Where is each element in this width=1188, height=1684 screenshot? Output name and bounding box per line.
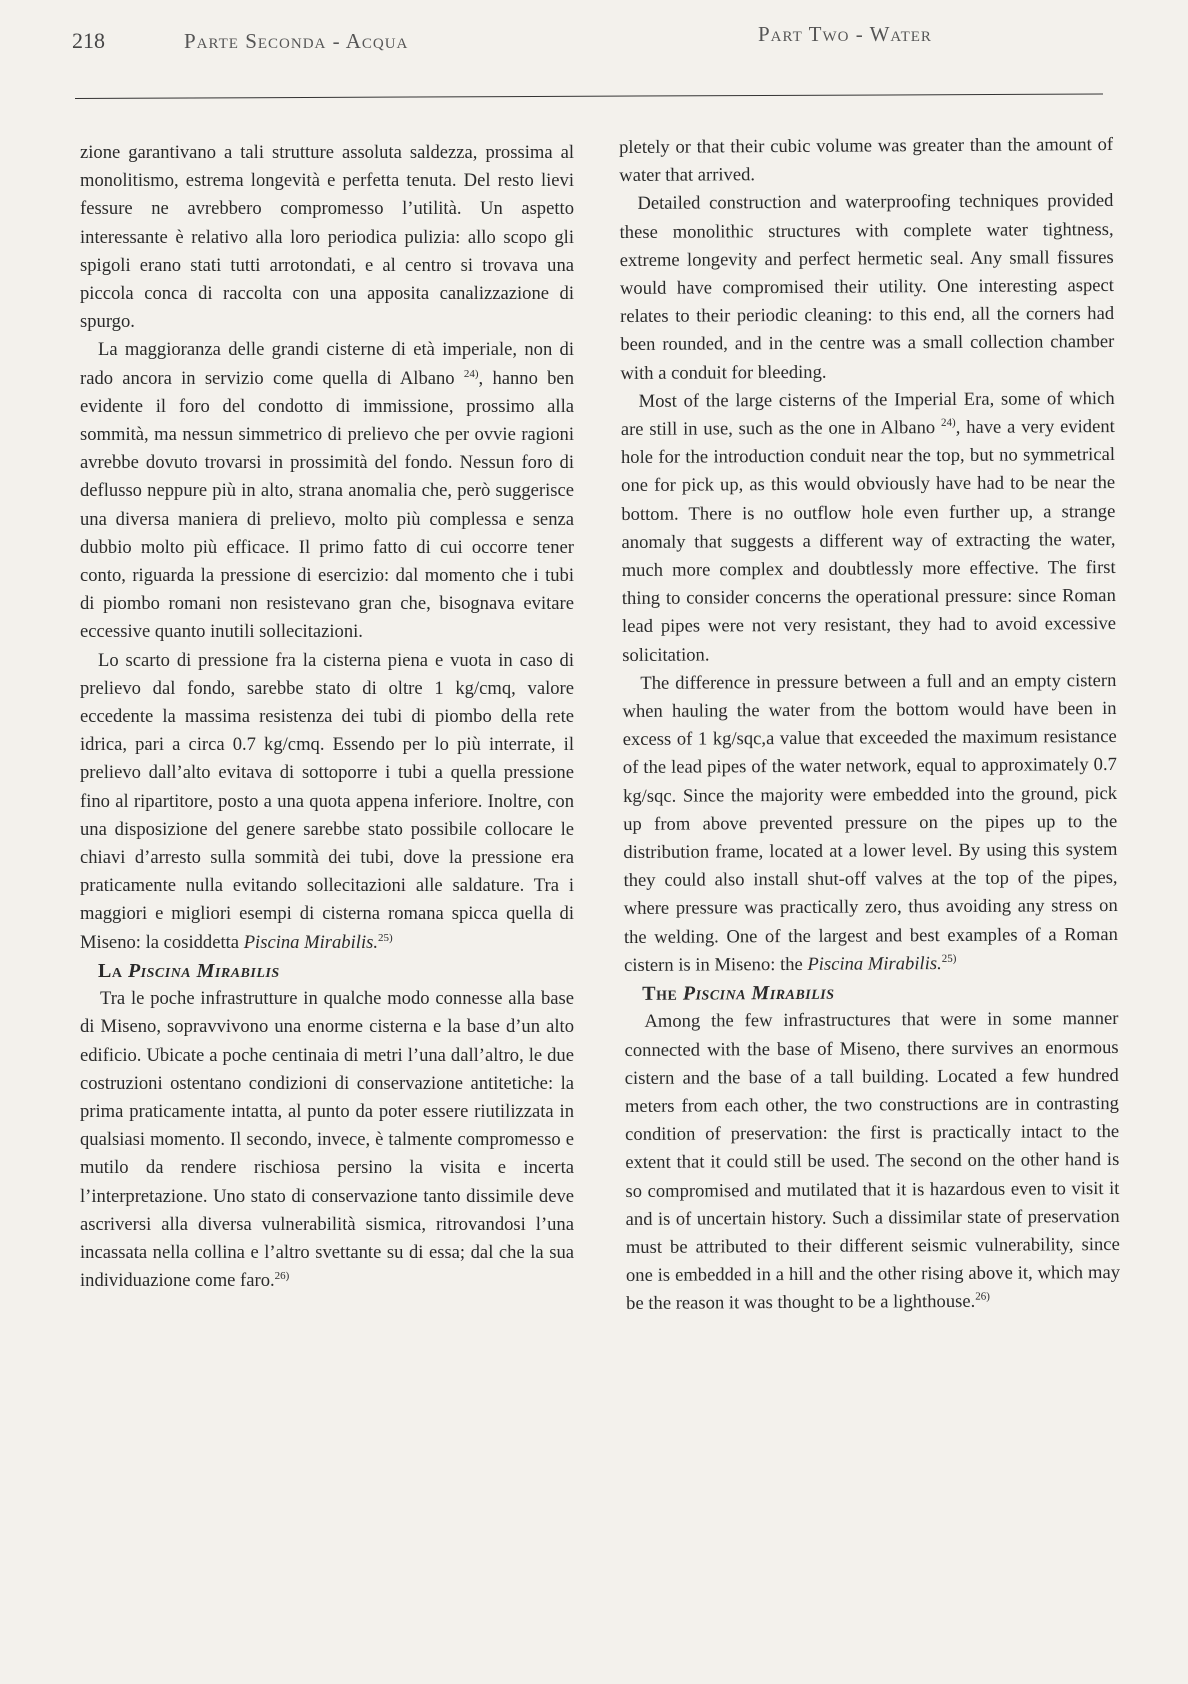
paragraph	[80, 336, 574, 646]
paragraph: pletely or that their cubic volume was greater than the amount of water that arrived.	[619, 133, 1114, 187]
footnote-ref: 25)	[941, 952, 957, 965]
paragraph	[624, 1005, 1120, 1318]
italic-term: Piscina Mirabilis.	[807, 952, 942, 975]
section-heading	[80, 957, 574, 985]
paragraph-text: , hanno ben evidente il foro del condotto di immissione, prossimo alla sommità, ma nessun simmetrico di prelievo che per ovvie ragioni avrebbe dovuto trovarsi in prossimità del fondo. Nessun foro di deflusso neppure più in alto, strana anomalia che, però suggerisce una diversa maniera di prelievo, molto più complessa e senza dubbio molto più efficace. Il primo fatto di cui occorre tener conto, riguarda la pressione di esercizio: dal momento che i tubi di piombo romani non resistevano gran che, bisognava evitare eccessive quanto inutili sollecitazioni.	[80, 367, 574, 643]
paragraph-text: Lo scarto di pressione fra la cisterna piena e vuota in caso di prelievo dal fondo, sarebbe stato di oltre 1 kg/cmq, valore eccedente la massima resistenza dei tubi di piombo della rete idrica, pari a circa 0.7 kg/cmq. Essendo per lo più interrate, il prelievo dall’alto evitava di sottoporre i tubi a quella pressione fino al ripartitore, posto a una quota appena inferiore. Inoltre, con una disposizione del genere sarebbe stato possibile collocare le chiavi d’arresto sulla sommità dei tubi, dove la pressione era praticamente nulla evitando sollecitazioni alle saldature. Tra i maggiori e migliori esempi di cisterna romana spicca quella di Miseno: la cosiddetta	[80, 649, 574, 953]
paragraph-text: La maggioranza delle grandi cisterne di età imperiale, non di rado ancora in servizio come quella di Albano	[80, 339, 574, 389]
english-column	[619, 131, 1120, 1319]
footnote-ref: 26)	[975, 1290, 990, 1303]
paragraph-text: Tra le poche infrastrutture in qualche modo connesse alla base di Miseno, sopravvivono una enorme cisterna e la base d’un alto edificio. Ubicate a poche centinaia di metri l’una dall’altro, le due costruzioni ostentano condizioni di conservazione antitetiche: la prima praticamente intatta, al punto da poter essere riutilizzata in qualsiasi momento. Il secondo, invece, è talmente compromesso e mutilo da rendere rischiosa persino la visita e incerta l’interpretazione. Uno stato di conservazione tanto dissimile deve ascriversi alla diversa vulnerabilità sismica, ritrovandosi l’una incassata nella collina e l’altro svettante su di essa; dal che la sua individuazione come faro.	[80, 988, 574, 1292]
paragraph	[621, 385, 1117, 670]
paragraph	[80, 985, 574, 1295]
header-rule	[75, 94, 1103, 99]
heading-prefix: The	[642, 982, 678, 1005]
footnote-ref: 25)	[378, 931, 393, 944]
heading-prefix: La	[98, 959, 123, 982]
paragraph-text: Most of the large cisterns of the Imperial Era, some of which are still in use, such as the one in Albano	[620, 387, 1115, 441]
paragraph: zione garantivano a tali strutture assoluta saldezza, prossima al monolitismo, estrema longevità e perfetta tenuta. Del resto lievi fessure ne avrebbero compromesso l’utilità. Un aspetto interessante è relativo alla loro periodica pulizia: allo scopo gli spigoli erano stati tutti arrotondati, e al centro si trovava una piccola conca di raccolta con una apposita canalizzazione di spurgo.	[80, 142, 574, 333]
paragraph	[622, 667, 1118, 980]
footnote-ref: 24)	[463, 367, 479, 380]
footnote-ref: 26)	[274, 1269, 290, 1282]
footnote-ref: 24)	[940, 416, 956, 429]
paragraph-text: Among the few infrastructures that were in some manner connected with the base of Miseno, there survives an enormous cistern and the base of a tall building. Located a few hundred meters from each other, the two constructions are in contrasting condition of preservation: the first is practically intact to the extent that it could still be used. The second on the other hand is so compromised and mutilated that it is hazardous even to visit it and is of uncertain history. Such a dissimilar state of preservation must be attributed to their different seismic vulnerability, since one is embedded in a hill and the other rising above it, which may be the reason it was thought to be a lighthouse.	[624, 1008, 1121, 1315]
heading-italic: Piscina Mirabilis	[127, 959, 280, 982]
paragraph-text: , have a very evident hole for the introduction conduit near the top, but no symmetrical one for pick up, as this would obviously have had to be near the bottom. There is no outflow hole even further up, a strange anomaly that suggests a different way of extracting the water, much more complex and doubtlessly more effective. The first thing to consider concerns the operational pressure: since Roman lead pipes were not very resistant, they had to avoid excessive solicitation.	[620, 416, 1117, 666]
running-header-english: Part Two - Water	[758, 22, 932, 46]
heading-italic: Piscina Mirabilis	[682, 981, 835, 1005]
paragraph: Detailed construction and waterproofing techniques provided these monolithic structures with complete water tightness, extreme longevity and perfect hermetic seal. Any small fissures would have compromised their utility. One interesting aspect relates to their periodic cleaning: to this end, all the corners had been rounded, and in the centre was a small collection chamber with a conduit for bleeding.	[619, 190, 1115, 384]
page-number: 218	[72, 28, 105, 53]
section-heading	[624, 977, 1118, 1008]
italian-column	[80, 139, 574, 1295]
italic-term: Piscina Mirabilis.	[243, 931, 378, 953]
paragraph	[80, 647, 574, 957]
running-header-italian: Parte Seconda - Acqua	[184, 29, 409, 53]
paragraph-text: The difference in pressure between a full and an empty cistern when hauling the water from the bottom would have been in excess of 1 kg/sqc,a value that exceeded the maximum resistance of the lead pipes of the water network, equal to approximately 0.7 kg/sqc. Since the majority were embedded into the ground, pick up from above prevented pressure on the pipes up to the distribution frame, located at a lower level. By using this system they could also install shut-off valves at the top of the pipes, where pressure was practically zero, thus avoiding any stress on the welding. One of the largest and best examples of a Roman cistern is in Miseno: the	[622, 669, 1118, 976]
